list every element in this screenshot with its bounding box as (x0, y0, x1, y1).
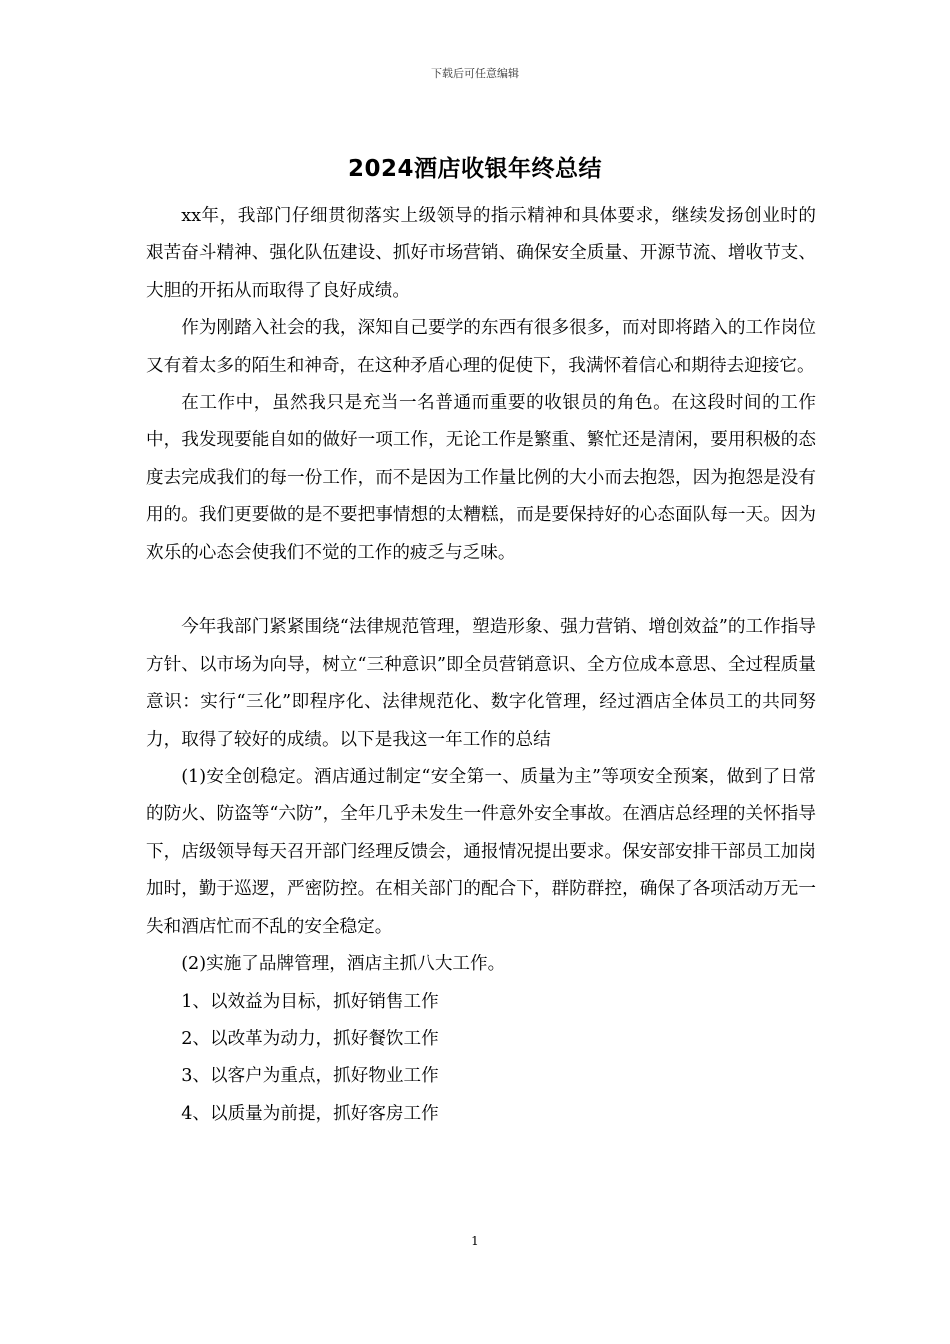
page-number: 1 (471, 1234, 479, 1248)
document-body (146, 198, 816, 1133)
document-title: 2024酒店收银年终总结 (347, 156, 602, 182)
list-item: 1、以效益为目标，抓好销售工作 (181, 991, 439, 1012)
paragraph-intro: xx年，我部门仔细贯彻落实上级领导的指示精神和具体要求，继续发扬创业时的艰苦奋斗精神、强化队伍建设、抓好市场营销、确保安全质量、开源节流、增收节支、大胆的开拓从而取得了良好成绩。 (146, 206, 816, 301)
paragraph-brand-management: (2)实施了品牌管理，酒店主抓八大工作。 (181, 954, 506, 975)
paragraph-cashier-role: 在工作中，虽然我只是充当一名普通而重要的收银员的角色。在这段时间的工作中，我发现要能自如的做好一项工作，无论工作是繁重、繁忙还是清闲，要用积极的态度去完成我们的每一份工作，而不是因为工作量比例的大小而去抱怨，因为抱怨是没有用的。我们更要做的是不要把事情想的太糟糕，而是要保持好的心态面队每一天。因为欢乐的心态会使我们不觉的工作的疲乏与乏味。 (146, 393, 816, 563)
page-header-note: 下载后可任意编辑 (431, 67, 519, 80)
paragraph-new-job: 作为刚踏入社会的我，深知自己要学的东西有很多很多，而对即将踏入的工作岗位又有着太多的陌生和神奇，在这种矛盾心理的促使下，我满怀着信心和期待去迎接它。 (146, 318, 816, 376)
list-item: 2、以改革为动力，抓好餐饮工作 (181, 1028, 439, 1049)
paragraph-spacer (146, 572, 816, 609)
list-item: 3、以客户为重点，抓好物业工作 (181, 1066, 439, 1087)
list-item: 4、以质量为前提，抓好客房工作 (181, 1103, 439, 1124)
paragraph-department-summary: 今年我部门紧紧围绕“法律规范管理，塑造形象、强力营销、增创效益”的工作指导方针、以市场为向导，树立“三种意识”即全员营销意识、全方位成本意思、全过程质量意识：实行“三化”即程序化、法律规范化、数字化管理，经过酒店全体员工的共同努力，取得了较好的成绩。以下是我这一年工作的总结 (146, 617, 816, 750)
paragraph-safety: (1)安全创稳定。酒店通过制定“安全第一、质量为主”等项安全预案，做到了日常的防火、防盗等“六防”，全年几乎未发生一件意外安全事故。在酒店总经理的关怀指导下，店级领导每天召开部门经理反馈会，通报情况提出要求。保安部安排干部员工加岗加时，勤于巡逻，严密防控。在相关部门的配合下，群防群控，确保了各项活动万无一失和酒店忙而不乱的安全稳定。 (146, 767, 816, 937)
